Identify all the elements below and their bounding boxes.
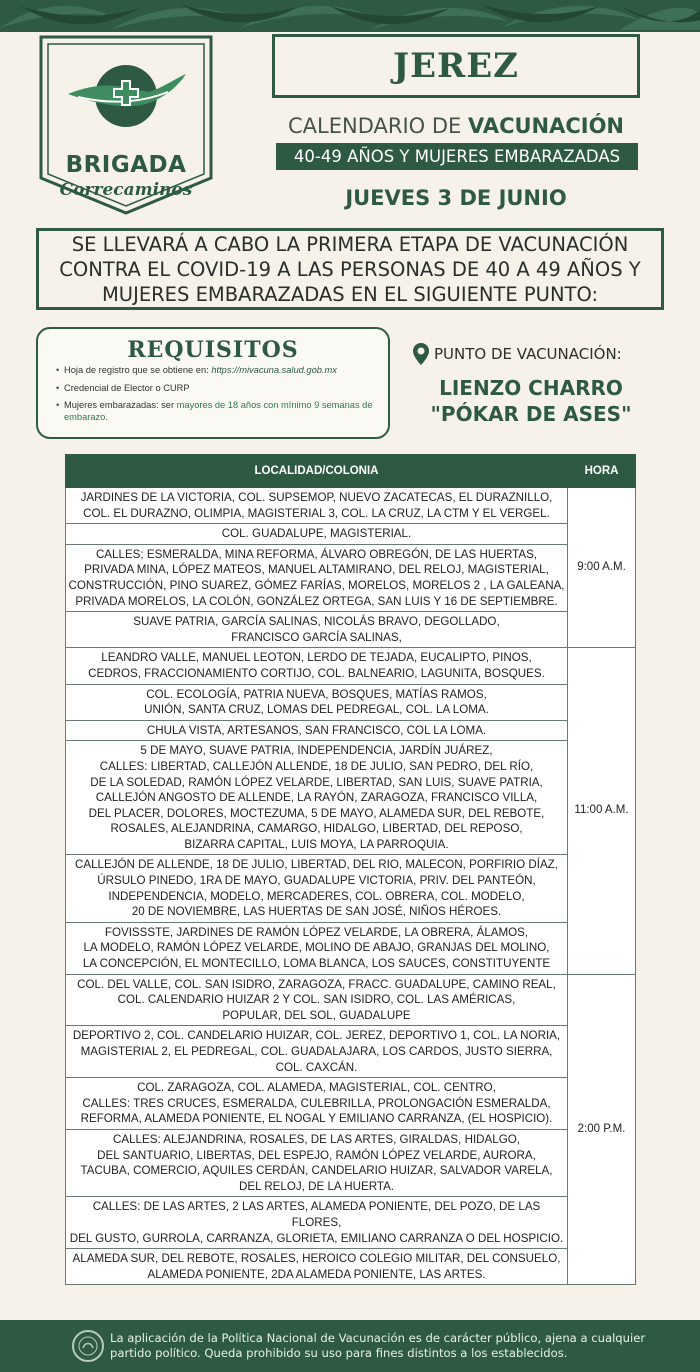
- locality-line: FRANCISCO GARCÍA SALINAS,: [231, 630, 402, 644]
- hour-cell: 9:00 A.M.: [568, 488, 636, 648]
- table-row: [66, 1129, 636, 1196]
- locality-cell: [66, 524, 568, 545]
- locality-line: INDEPENDENCIA, MODELO, MERCADERES, COL. OBRERA, COL. MODELO,: [108, 889, 525, 903]
- age-band: 40-49 AÑOS Y MUJERES EMBARAZADAS: [276, 143, 638, 170]
- requirement-highlight: mayores de 18 años con mínimo 9 semanas de embarazo: [64, 400, 373, 422]
- locality-line: UNIÓN, SANTA CRUZ, LOMAS DEL PEDREGAL, COL. LA LOMA.: [144, 703, 489, 717]
- locality-line: ROSALES, ALEJANDRINA, CAMARGO, HIDALGO, LIBERTAD, DEL REPOSO,: [110, 822, 523, 836]
- requirements-box: [36, 327, 390, 439]
- table-row: [66, 1026, 636, 1078]
- top-pattern-band: [0, 0, 700, 32]
- locality-line: FOVISSSTE, JARDINES DE RAMÓN LÓPEZ VELARDE, LA OBRERA, ÁLAMOS,: [104, 925, 529, 939]
- schedule-table: [65, 454, 636, 1285]
- locality-line: DEPORTIVO 2, COL. CANDELARIO HUIZAR, COL. JEREZ, DEPORTIVO 1, COL. LA NORIA,: [72, 1029, 561, 1043]
- locality-line: ÚRSULO PINEDO, 1RA DE MAYO, GUADALUPE VICTORIA, PRIV. DEL PANTEÓN,: [97, 874, 536, 888]
- badge-title: BRIGADA: [65, 152, 187, 178]
- locality-line: CALLEJÓN DE ALLENDE, 18 DE JULIO, LIBERTAD, DEL RIO, MALECON, PORFIRIO DÍAZ,: [75, 858, 558, 872]
- locality-cell: [66, 855, 568, 922]
- locality-line: COL. GUADALUPE, MAGISTERIAL.: [221, 527, 412, 541]
- locality-line: CHULA VISTA, ARTESANOS, SAN FRANCISCO, COL LA LOMA.: [146, 723, 487, 737]
- table-row: [66, 684, 636, 720]
- requirement-item: [56, 400, 386, 423]
- table-row: [66, 524, 636, 545]
- locality-line: DEL GUSTO, GURROLA, CARRANZA, GLORIETA, EMILIANO CARRANZA O DEL HOSPICIO.: [69, 1231, 564, 1245]
- requirements-title: REQUISITOS: [127, 337, 299, 363]
- locality-cell: [66, 1129, 568, 1196]
- locality-cell: [66, 741, 568, 855]
- requirement-text: .: [105, 411, 108, 422]
- town-box: [272, 34, 640, 98]
- locality-line: ALAMEDA SUR, DEL REBOTE, ROSALES, HEROICO COLEGIO MILITAR, DEL CONSUELO,: [72, 1252, 561, 1266]
- locality-line: POPULAR, DEL SOL, GUADALUPE: [222, 1008, 411, 1022]
- requirement-text: Mujeres embarazadas: ser: [64, 400, 177, 410]
- table-row: [66, 1078, 636, 1130]
- table-row: [66, 720, 636, 741]
- locality-line: COL. ECOLOGÍA, PATRIA NUEVA, BOSQUES, MATÍAS RAMOS,: [146, 687, 487, 701]
- calendar-heading: [272, 114, 640, 138]
- table-row: [66, 648, 636, 684]
- locality-line: CALLEJÓN ANGOSTO DE ALLENDE, LA RAYÓN, ZARAGOZA, FRANCISCO VILLA,: [95, 791, 538, 805]
- locality-cell: [66, 648, 568, 684]
- locality-line: REFORMA, ALAMEDA PONIENTE, EL NOGAL Y EMILIANO CARRANZA, (EL HOSPICIO).: [80, 1112, 553, 1126]
- locality-line: DEL RELOJ, DE LA HUERTA.: [238, 1179, 395, 1193]
- locality-cell: [66, 488, 568, 524]
- locality-line: ALAMEDA PONIENTE, 2DA ALAMEDA PONIENTE, LAS ARTES.: [147, 1267, 486, 1281]
- locality-line: DEL SANTUARIO, LIBERTAS, DEL ESPEJO, RAMÓN LÓPEZ VELARDE, AURORA,: [97, 1148, 536, 1162]
- locality-cell: [66, 1197, 568, 1249]
- calendar-prefix: CALENDARIO DE: [287, 114, 462, 138]
- locality-cell: [66, 612, 568, 648]
- table-row: [66, 488, 636, 524]
- registration-link[interactable]: https://mivacuna.salud.gob.mx: [211, 365, 337, 375]
- table-row: [66, 922, 636, 974]
- locality-line: MAGISTERIAL 2, EL PEDREGAL, COL. GUADALAJARA, LOS CARDOS, JUSTO SIERRA,: [80, 1045, 553, 1058]
- locality-line: DEL PLACER, DOLORES, MOCTEZUMA, 5 DE MAYO, ALAMEDA SUR, DEL REBOTE,: [88, 806, 545, 820]
- locality-cell: [66, 922, 568, 974]
- locality-cell: [66, 1026, 568, 1078]
- point-name-line1: LIENZO CHARRO: [439, 376, 623, 400]
- locality-line: BIZARRA CAPITAL, LUIS MOYA, LA PARROQUIA.: [184, 837, 449, 851]
- column-header-hour: HORA: [568, 455, 636, 488]
- location-pin-icon: [412, 342, 430, 366]
- leaf-pattern-icon: [0, 0, 700, 32]
- locality-cell: [66, 974, 568, 1026]
- locality-line: 20 DE NOVIEMBRE, LAS HUERTAS DE SAN JOSÉ, NIÑOS HÉROES.: [131, 905, 502, 919]
- badge-subtitle: Correcaminos: [59, 180, 193, 200]
- event-date: JUEVES 3 DE JUNIO: [345, 186, 567, 210]
- locality-line: CALLES; ESMERALDA, MINA REFORMA, ÁLVARO OBREGÓN, DE LAS HUERTAS,: [95, 547, 538, 561]
- locality-line: CONSTRUCCIÓN, PINO SUAREZ, GÓMEZ FARÍAS, MORELOS, MORELOS 2 , LA GALEANA,: [68, 578, 565, 592]
- table-row: [66, 974, 636, 1026]
- column-header-locality: LOCALIDAD/COLONIA: [66, 455, 568, 488]
- locality-cell: [66, 684, 568, 720]
- locality-line: CALLES: LIBERTAD, CALLEJÓN ALLENDE, 18 DE JULIO, SAN PEDRO, DEL RÍO,: [99, 759, 534, 773]
- table-row: [66, 1249, 636, 1285]
- footer-disclaimer: La aplicación de la Política Nacional de Vacunación es de carácter público, ajena a cualquier partido político. Queda prohibido su uso para fines distintos a los establecidos.: [110, 1331, 646, 1360]
- table-row: [66, 741, 636, 855]
- point-name-line2: "PÓKAR DE ASES": [430, 402, 632, 426]
- calendar-bold: VACUNACIÓN: [467, 114, 625, 138]
- locality-line: COL. EL DURAZNO, OLIMPIA, MAGISTERIAL 3, COL. LA CRUZ, LA CTM Y EL VERGEL.: [83, 506, 550, 520]
- table-row: [66, 544, 636, 611]
- locality-line: CALLES: TRES CRUCES, ESMERALDA, CULEBRILLA, PROLONGACIÓN ESMERALDA,: [82, 1096, 551, 1110]
- locality-line: COL. CAXCÁN.: [275, 1060, 358, 1074]
- table-row: [66, 1197, 636, 1249]
- table-header-row: [66, 455, 636, 488]
- table-row: [66, 855, 636, 922]
- locality-line: PRIVADA MORELOS, LA COLÓN, GONZÁLEZ ORTEGA, SAN LUIS Y 16 DE SEPTIEMBRE.: [75, 594, 558, 608]
- locality-line: JARDINES DE LA VICTORIA, COL. SUPSEMOP, NUEVO ZACATECAS, EL DURAZNILLO,: [80, 491, 553, 504]
- schedule-body: [66, 488, 636, 1285]
- locality-line: PRIVADA MINA, LÓPEZ MATEOS, MANUEL ALTAMIRANO, DEL RELOJ, MAGISTERIAL,: [84, 563, 549, 577]
- point-label-text: PUNTO DE VACUNACIÓN:: [434, 345, 622, 363]
- requirement-text: Hoja de registro que se obtiene en:: [64, 365, 212, 375]
- locality-cell: [66, 544, 568, 611]
- hour-cell: 2:00 P.M.: [568, 974, 636, 1285]
- locality-cell: [66, 720, 568, 741]
- brigada-badge: [38, 34, 214, 216]
- locality-line: COL. CALENDARIO HUIZAR 2 Y COL. SAN ISIDRO, COL. LAS AMÉRICAS,: [117, 993, 516, 1007]
- announcement-box: [36, 228, 664, 310]
- locality-line: LEANDRO VALLE, MANUEL LEOTON, LERDO DE TEJADA, EUCALIPTO, PINOS,: [101, 651, 532, 665]
- locality-line: LA MODELO, RAMÓN LÓPEZ VELARDE, MOLINO DE ABAJO, GRANJAS DEL MOLINO,: [83, 941, 550, 955]
- locality-line: TACUBA, COMERCIO, AQUILES CERDÁN, CANDELARIO HUIZAR, SALVADOR VARELA,: [80, 1164, 553, 1178]
- announcement-text: SE LLEVARÁ A CABO LA PRIMERA ETAPA DE VACUNACIÓN CONTRA EL COVID-19 A LAS PERSONAS DE 40 A 49 AÑOS Y MUJERES EMBARAZADAS EN EL SIGUIENTE PUNTO:: [59, 232, 641, 306]
- locality-line: CEDROS, FRACCIONAMIENTO CORTIJO, COL. BALNEARIO, LAGUNITA, BOSQUES.: [88, 666, 545, 680]
- locality-line: SUAVE PATRIA, GARCÍA SALINAS, NICOLÁS BRAVO, DEGOLLADO,: [133, 615, 500, 629]
- table-row: [66, 612, 636, 648]
- point-label: [412, 342, 662, 366]
- locality-line: DE LA SOLEDAD, RAMÓN LÓPEZ VELARDE, LIBERTAD, SAN LUIS, SUAVE PATRIA,: [90, 775, 543, 789]
- requirement-item: • Credencial de Elector o CURP: [56, 383, 386, 395]
- requirement-item: [56, 365, 386, 377]
- locality-line: COL. DEL VALLE, COL. SAN ISIDRO, ZARAGOZA, FRACC. GUADALUPE, CAMINO REAL,: [77, 977, 556, 991]
- requirements-list: [46, 365, 386, 429]
- town-name: JEREZ: [393, 46, 519, 86]
- hour-cell: 11:00 A.M.: [568, 648, 636, 974]
- footer: [0, 1320, 700, 1372]
- locality-line: COL. ZARAGOZA, COL. ALAMEDA, MAGISTERIAL, COL. CENTRO,: [137, 1081, 496, 1095]
- locality-line: CALLES: DE LAS ARTES, 2 LAS ARTES, ALAMEDA PONIENTE, DEL POZO, DE LAS FLORES,: [92, 1200, 541, 1229]
- vaccination-point: [412, 342, 662, 426]
- locality-line: 5 DE MAYO, SUAVE PATRIA, INDEPENDENCIA, JARDÍN JUÁREZ,: [140, 744, 493, 758]
- locality-line: CALLES: ALEJANDRINA, ROSALES, DE LAS ARTES, GIRALDAS, HIDALGO,: [113, 1132, 520, 1146]
- locality-line: LA CONCEPCIÓN, EL MONTECILLO, LOMA BLANCA, LOS SAUCES, CONSTITUYENTE: [82, 957, 551, 971]
- locality-cell: [66, 1078, 568, 1130]
- locality-cell: [66, 1249, 568, 1285]
- mexico-seal-icon: [72, 1330, 104, 1362]
